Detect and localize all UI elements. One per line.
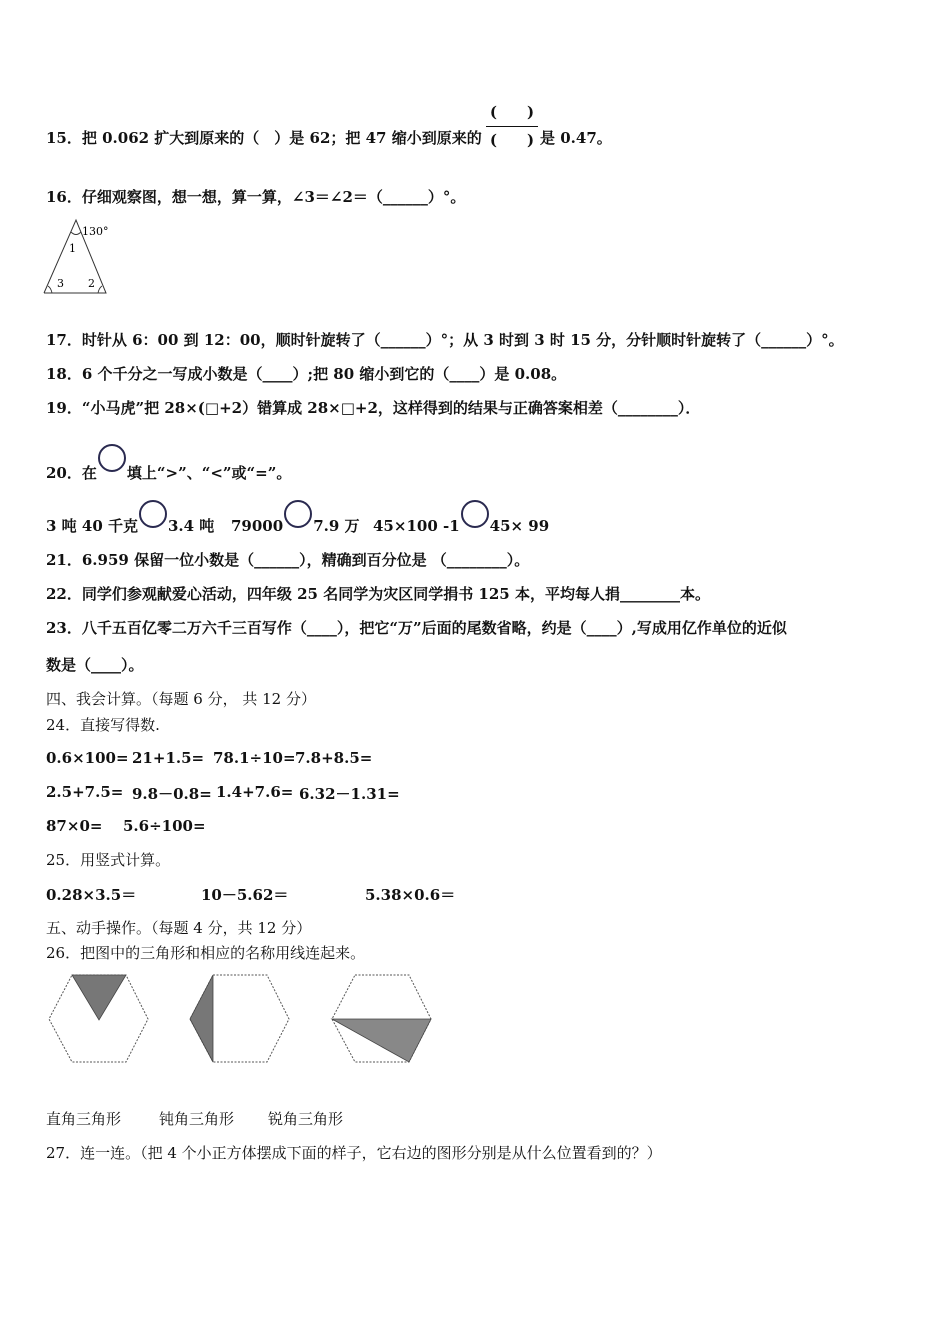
compare-circle-icon[interactable] (284, 500, 312, 528)
calc-item: 9.8－0.8= (132, 785, 212, 803)
compare-1-left: 3 吨 40 千克 (46, 517, 138, 535)
compare-3 (373, 500, 549, 536)
compare-2-left: 79000 (231, 517, 284, 535)
q25-title: 25．用竖式计算。 (46, 851, 171, 869)
q27-text: 27．连一连。（把 4 个小正方体摆成下面的样子，它右边的图形分别是从什么位置看到的？） (46, 1144, 662, 1162)
compare-circle-icon (98, 444, 126, 472)
triangle-figure (40, 218, 120, 298)
q24-title: 24．直接写得数. (46, 716, 160, 734)
triangle-name-obtuse[interactable]: 钝角三角形 (159, 1110, 235, 1128)
angle-2-label: 2 (88, 277, 95, 290)
compare-3-right: 45× 99 (489, 517, 550, 535)
vertical-calc-item: 5.38×0.6＝ (365, 886, 456, 904)
compare-3-left: 45×100 -1 (373, 517, 460, 535)
q21-text: 21．6.959 保留一位小数是（______），精确到百分位是 （________）。 (46, 551, 530, 569)
compare-1-right: 3.4 吨 (167, 517, 215, 535)
calc-item: 5.6÷100= (123, 817, 206, 835)
angle-130-label: 130° (82, 225, 109, 238)
calc-item: 87×0= (46, 817, 103, 835)
calc-item: 7.8+8.5= (295, 749, 373, 767)
fraction-denominator: ( ) (489, 131, 535, 149)
q17-text: 17．时针从 6：00 到 12：00，顺时针旋转了（______）°；从 3 时到 3 时 15 分，分针顺时针旋转了（______）°。 (46, 331, 844, 349)
q22-text: 22．同学们参观献爱心活动，四年级 25 名同学为灾区同学捐书 125 本，平均每人捐________本。 (46, 585, 710, 603)
calc-item: 6.32－1.31= (299, 785, 400, 803)
angle-1-label: 1 (69, 242, 76, 255)
q23-text-line2: 数是（____）。 (46, 656, 144, 674)
compare-2-right: 7.9 万 (313, 517, 360, 535)
hexagon-right-triangle (185, 972, 295, 1068)
triangle-name-acute[interactable]: 锐角三角形 (268, 1110, 344, 1128)
q16-text: 16．仔细观察图，想一想，算一算，∠3＝∠2＝（______）°。 (46, 188, 466, 206)
calc-item: 1.4+7.6= (216, 783, 294, 801)
vertical-calc-item: 0.28×3.5＝ (46, 886, 137, 904)
q26-title: 26．把图中的三角形和相应的名称用线连起来。 (46, 944, 366, 962)
compare-circle-icon[interactable] (461, 500, 489, 528)
angle-3-label: 3 (57, 277, 64, 290)
section-5-heading: 五、动手操作。（每题 4 分，共 12 分） (46, 919, 312, 937)
compare-circle-icon[interactable] (139, 500, 167, 528)
fraction-numerator: ( ) (489, 103, 535, 121)
fraction-bar (486, 126, 538, 127)
hexagon-acute-triangle (44, 972, 154, 1068)
triangle-name-right[interactable]: 直角三角形 (46, 1110, 122, 1128)
q15-text-b: 是 0.47。 (540, 129, 612, 147)
q19-text: 19．“小马虎”把 28×(□+2）错算成 28×□+2，这样得到的结果与正确答案相差（________）． (46, 399, 701, 417)
calc-item: 21+1.5= (132, 749, 205, 767)
q20-prefix: 20．在 (46, 464, 97, 482)
section-4-heading: 四、我会计算。（每题 6 分， 共 12 分） (46, 690, 316, 708)
calc-item: 78.1÷10= (213, 749, 296, 767)
vertical-calc-item: 10－5.62＝ (201, 886, 289, 904)
q20-suffix: 填上“>”、“<”或“=”。 (126, 464, 292, 482)
q15-text-a: 15．把 0.062 扩大到原来的（ ）是 62；把 47 缩小到原来的 (46, 129, 482, 147)
calc-item: 0.6×100= (46, 749, 129, 767)
hexagon-obtuse-triangle (327, 972, 437, 1068)
compare-1 (46, 500, 214, 536)
q18-text: 18．6 个千分之一写成小数是（____）;把 80 缩小到它的（____）是 0.08。 (46, 365, 567, 383)
q20-text (46, 444, 291, 483)
q23-text-line1: 23．八千五百亿零二万六千三百写作（____），把它“万”后面的尾数省略，约是（____）,写成用亿作单位的近似 (46, 619, 787, 637)
calc-item: 2.5+7.5= (46, 783, 124, 801)
compare-2 (231, 500, 360, 536)
